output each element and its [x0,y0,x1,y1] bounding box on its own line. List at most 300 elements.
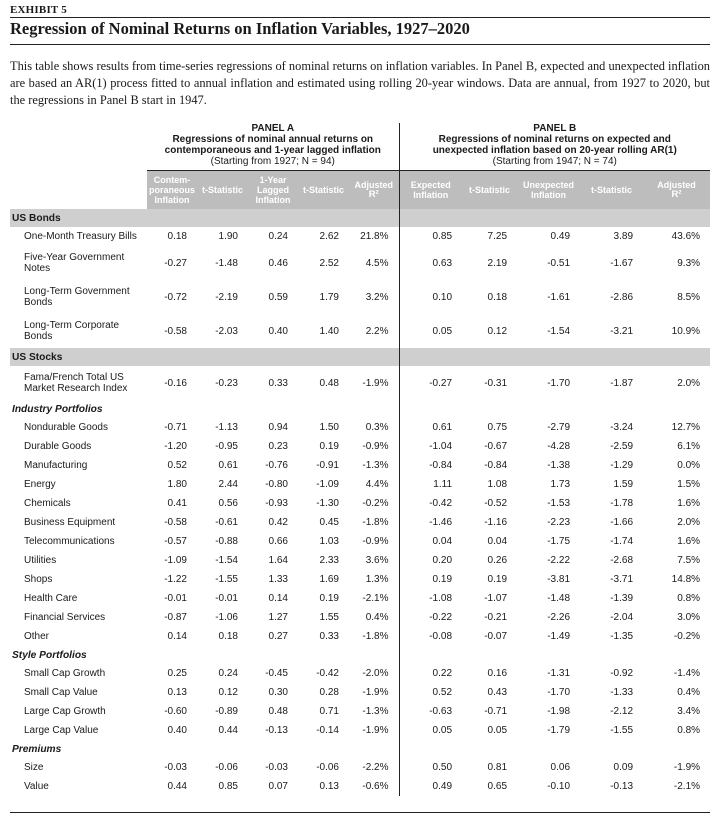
table-row [10,418,710,437]
section-header-cell [248,646,298,664]
table-cell: 1.27 [268,612,288,623]
table-cell: -2.03 [215,325,238,337]
panel-b-line2: unexpected inflation based on 20-year rolling AR(1) [432,145,677,156]
table-cell: -2.68 [610,555,634,566]
table-cell: -0.27 [399,366,462,400]
table-cell: 4.4% [365,479,389,490]
table-cell: -1.13 [215,422,238,433]
table-cell: -1.48 [215,257,238,269]
table-row [10,532,710,551]
table-cell: -0.16 [164,377,187,389]
table-cell: -1.46 [399,513,462,532]
table-cell: 8.5% [677,291,701,303]
section-header-cell [399,209,462,227]
row-label: Business Equipment [24,517,116,528]
section-header-cell [643,348,710,366]
title-rule [10,44,710,45]
table-cell: 0.19 [487,574,508,585]
table-cell: 0.09 [613,762,634,773]
table-row [10,664,710,683]
table-cell: 7.25 [487,231,508,242]
section-header-cell [643,646,710,664]
row-label: Other [24,631,50,642]
row-label: Manufacturing [24,460,88,471]
table-cell: -0.2% [362,498,389,509]
table-cell: 7.5% [677,555,701,566]
panel-header-row [10,123,710,171]
table-cell: -2.1% [362,593,389,604]
table-row [10,758,710,777]
table-cell: 1.33 [268,574,288,585]
table-cell: 9.3% [677,257,701,269]
table-cell: 10.9% [671,325,701,337]
table-cell: -0.84 [399,456,462,475]
table-cell: 0.42 [268,517,288,528]
section-header-cell [248,209,298,227]
table-cell: -0.2% [673,631,701,642]
table-cell: -2.1% [673,781,701,792]
table-cell: -1.31 [547,668,571,679]
table-cell: 3.6% [365,555,389,566]
table-cell: -1.4% [673,668,701,679]
table-cell: -3.81 [547,574,571,585]
row-label: Long-Term Corporate Bonds [24,320,120,342]
table-row [10,589,710,608]
table-cell: -0.06 [215,762,238,773]
table-row [10,280,710,314]
table-cell: 0.75 [487,422,508,433]
table-cell: 1.73 [550,479,571,490]
table-cell: -2.0% [362,668,389,679]
section-header-cell [248,400,298,418]
table-cell: 2.0% [677,377,701,389]
table-cell: 0.23 [268,441,288,452]
table-cell: -1.22 [164,574,187,585]
table-cell: 0.59 [268,291,288,303]
table-cell: 0.48 [268,706,288,717]
table-cell: 0.85 [399,227,462,246]
table-cell: 1.59 [613,479,634,490]
table-row [10,437,710,456]
section-header-cell [349,646,399,664]
row-label: One-Month Treasury Bills [24,231,137,242]
table-cell: -2.79 [547,422,571,433]
table-row [10,513,710,532]
panel-a-header [147,123,399,171]
table-row [10,494,710,513]
table-cell: 0.13 [167,687,187,698]
table-cell: -1.53 [547,498,571,509]
table-cell: 0.12 [218,687,238,698]
table-cell: -1.35 [610,631,634,642]
table-cell: -1.49 [547,631,571,642]
row-label: Large Cap Growth [24,706,106,717]
table-cell: 0.12 [487,325,508,337]
table-cell: -0.76 [265,460,288,471]
section-header-cell [399,646,462,664]
row-label: Nondurable Goods [24,422,108,433]
table-cell: 1.55 [319,612,339,623]
row-label: Shops [24,574,53,585]
table-cell: 0.14 [268,593,288,604]
table-cell: -0.84 [484,460,508,471]
section-header-cell [197,400,248,418]
table-cell: 0.19 [319,441,339,452]
table-cell: 1.40 [319,325,339,337]
table-cell: -3.21 [610,325,634,337]
row-label: Large Cap Value [24,725,99,736]
table-cell: 0.8% [677,725,701,736]
table-cell: -0.91 [316,460,339,471]
section-header-cell [462,646,517,664]
table-cell: 0.61 [399,418,462,437]
section-header-cell [298,400,349,418]
table-cell: -1.9% [362,687,389,698]
exhibit-description: This table shows results from time-series regressions of nominal returns on inflation variables. In Panel B, expected and unexpected inflation are based an AR(1) process fitted to annual inflation and estimated using rolling 20-year windows. Data are annual, from 1927 to 2020, but the regressions in Panel B start in 1947. [10,59,710,107]
table-cell: 0.24 [268,231,288,242]
section-header-cell [197,646,248,664]
table-cell: 0.04 [399,532,462,551]
section-header-cell [349,209,399,227]
section-header-cell [517,209,580,227]
table-cell: 0.46 [268,257,288,269]
section-header-cell [580,348,643,366]
table-cell: -1.09 [316,479,339,490]
table-cell: -0.01 [215,593,238,604]
table-cell: 0.52 [399,683,462,702]
table-cell: -1.70 [547,687,571,698]
table-cell: -0.06 [316,762,339,773]
table-cell: 0.26 [487,555,508,566]
table-cell: -1.33 [610,687,634,698]
table-cell: -1.3% [362,460,389,471]
table-row [10,608,710,627]
table-cell: -2.12 [610,706,634,717]
section-header-cell [298,740,349,758]
table-cell: 0.66 [268,536,288,547]
table-cell: -1.30 [316,498,339,509]
section-name: Industry Portfolios [12,403,103,415]
table-row [10,702,710,721]
table-cell: 4.5% [365,257,389,269]
table-row [10,475,710,494]
table-row [10,314,710,348]
section-header-cell [643,209,710,227]
panel-a-name: PANEL A [251,123,295,134]
table-cell: -1.8% [362,517,389,528]
row-label: Health Care [24,593,78,604]
table-cell: -0.27 [164,257,187,269]
table-cell: 0.61 [218,460,238,471]
table-cell: -1.54 [215,555,238,566]
table-cell: 0.45 [319,517,339,528]
section-name: Premiums [12,743,62,755]
row-label: Utilities [24,555,57,566]
table-cell: -0.08 [399,627,462,646]
table-cell: -0.07 [484,631,508,642]
bottom-rule [10,812,710,813]
column-header-row [10,171,710,210]
section-header-cell [197,740,248,758]
table-cell: 0.18 [218,631,238,642]
col-header-b-tstat-2: t-Statistic [580,171,643,210]
panel-a-line3: (Starting from 1927; N = 94) [210,156,335,167]
section-header-cell [248,740,298,758]
table-cell: 0.25 [167,668,187,679]
table-cell: -1.08 [399,589,462,608]
table-cell: -0.23 [215,377,238,389]
section-header-cell [517,740,580,758]
table-cell: -2.22 [547,555,571,566]
table-cell: 0.48 [319,377,339,389]
table-row [10,456,710,475]
section-header-cell [298,209,349,227]
table-cell: 0.20 [399,551,462,570]
table-cell: 0.28 [319,687,339,698]
table-cell: -1.39 [610,593,634,604]
table-cell: -0.13 [610,781,634,792]
row-label: Long-Term Government Bonds [24,286,130,308]
table-cell: -0.60 [164,706,187,717]
section-header [10,646,710,664]
regression-table [10,123,710,796]
table-cell: -1.9% [362,377,389,389]
row-label: Energy [24,479,56,490]
table-cell: -1.07 [484,593,508,604]
section-header-cell [580,740,643,758]
panel-b-header [399,123,710,171]
column-header-label-spacer [10,171,147,210]
table-cell: 0.04 [487,536,508,547]
table-cell: -2.86 [610,291,634,303]
table-cell: 0.10 [399,280,462,314]
table-cell: -2.04 [610,612,634,623]
section-header-cell [147,400,197,418]
table-cell: -0.51 [547,257,571,269]
table-cell: 0.56 [218,498,238,509]
table-cell: -0.10 [547,781,571,792]
table-cell: -1.55 [610,725,634,736]
table-cell: 0.52 [167,460,187,471]
table-cell: -0.14 [316,725,339,736]
table-cell: 0.65 [487,781,508,792]
row-label: Telecommunications [24,536,115,547]
section-header-cell [462,348,517,366]
section-header-cell [298,348,349,366]
table-cell: 2.19 [487,257,508,269]
table-cell: 0.40 [268,325,288,337]
section-header-cell [462,400,517,418]
section-header-cell [349,740,399,758]
table-cell: -1.61 [547,291,571,303]
table-cell: 0.18 [487,291,508,303]
table-cell: 0.49 [550,231,571,242]
table-cell: 3.0% [677,612,701,623]
table-cell: -0.87 [164,612,187,623]
table-cell: -1.9% [673,762,701,773]
table-cell: -0.58 [164,517,187,528]
section-header-cell [517,400,580,418]
panel-b-line3: (Starting from 1947; N = 74) [492,156,617,167]
table-cell: -1.04 [399,437,462,456]
table-cell: -0.01 [164,593,187,604]
table-cell: -1.70 [547,377,571,389]
table-cell: -1.09 [164,555,187,566]
col-header-contemporaneous-inflation: Contem- poraneous Inflation [147,171,197,210]
table-cell: -0.9% [362,536,389,547]
section-header-cell [462,209,517,227]
section-header-cell [197,348,248,366]
table-cell: 0.3% [365,422,389,433]
table-cell: -0.9% [362,441,389,452]
table-cell: 0.19 [319,593,339,604]
table-cell: 0.06 [550,762,571,773]
col-header-a-tstat-2: t-Statistic [298,171,349,210]
panel-a-line1: Regressions of nominal annual returns on [172,134,374,145]
table-cell: 1.08 [487,479,508,490]
table-cell: -1.3% [362,706,389,717]
row-label: Small Cap Value [24,687,98,698]
table-cell: 1.6% [677,498,701,509]
table-cell: -0.80 [265,479,288,490]
section-header-cell [248,348,298,366]
table-cell: -0.13 [265,725,288,736]
table-cell: -2.2% [362,762,389,773]
table-row [10,683,710,702]
panel-b-name: PANEL B [533,123,577,134]
table-cell: -1.55 [215,574,238,585]
row-label: Durable Goods [24,441,92,452]
table-cell: 1.90 [218,231,238,242]
table-cell: -3.24 [610,422,634,433]
table-cell: -0.03 [164,762,187,773]
row-label: Financial Services [24,612,106,623]
table-cell: 0.44 [218,725,238,736]
table-cell: 2.33 [319,555,339,566]
table-cell: 0.44 [167,781,187,792]
table-cell: 0.49 [399,777,462,796]
table-cell: -3.71 [610,574,634,585]
table-cell: -0.42 [399,494,462,513]
table-cell: -0.71 [164,422,187,433]
row-label: Chemicals [24,498,71,509]
table-cell: -0.45 [265,668,288,679]
table-cell: -0.92 [610,668,634,679]
table-cell: -0.42 [316,668,339,679]
table-cell: -0.89 [215,706,238,717]
table-cell: -0.03 [265,762,288,773]
section-header-cell [298,646,349,664]
table-cell: 0.40 [167,725,187,736]
top-rule [10,17,710,18]
table-cell: 0.24 [218,668,238,679]
table-cell: 0.81 [487,762,508,773]
table-cell: 0.8% [677,593,701,604]
section-header [10,400,710,418]
table-cell: 0.18 [167,231,187,242]
table-cell: 0.63 [399,246,462,280]
section-header [10,740,710,758]
table-cell: 1.79 [319,291,339,303]
table-cell: 0.33 [268,377,288,389]
table-cell: -1.16 [484,517,508,528]
col-header-b-adjusted-r2: Adjusted R² [643,171,710,210]
section-header-cell [580,646,643,664]
table-cell: -0.61 [215,517,238,528]
table-cell: 0.0% [677,460,701,471]
table-cell: -1.48 [547,593,571,604]
table-cell: -0.63 [399,702,462,721]
table-cell: 1.80 [167,479,187,490]
table-cell: 0.71 [319,706,339,717]
table-row [10,366,710,400]
section-header [10,209,710,227]
table-cell: 43.6% [671,231,701,242]
section-header-cell [643,740,710,758]
table-cell: 0.14 [167,631,187,642]
section-header-cell [580,400,643,418]
table-cell: -0.88 [215,536,238,547]
section-header-cell [399,740,462,758]
table-cell: 2.62 [319,231,339,242]
table-cell: 0.13 [319,781,339,792]
section-header-cell [399,400,462,418]
col-header-expected-inflation: Expected Inflation [399,171,462,210]
table-cell: -2.59 [610,441,634,452]
table-cell: 0.85 [218,781,238,792]
table-cell: 3.2% [365,291,389,303]
table-cell: 0.30 [268,687,288,698]
table-cell: 21.8% [360,231,389,242]
table-body [10,209,710,796]
table-cell: 0.94 [268,422,288,433]
exhibit-label: EXHIBIT 5 [10,4,67,16]
table-cell: 0.41 [167,498,187,509]
panel-b-line1: Regressions of nominal returns on expected and [438,134,671,145]
table-cell: 0.50 [399,758,462,777]
section-name: Style Portfolios [12,649,87,661]
table-row [10,227,710,246]
table-row [10,551,710,570]
table-cell: -1.66 [610,517,634,528]
table-cell: 1.5% [677,479,701,490]
table-cell: 0.05 [487,725,508,736]
table-cell: -1.8% [362,631,389,642]
row-label: Size [24,762,44,773]
table-cell: -1.54 [547,325,571,337]
table-cell: 0.33 [319,631,339,642]
table-cell: 0.16 [487,668,508,679]
section-header-cell [517,646,580,664]
table-cell: 3.89 [613,231,634,242]
table-cell: -0.6% [362,781,389,792]
panel-header-spacer [10,123,147,171]
table-cell: -0.22 [399,608,462,627]
table-cell: -1.9% [362,725,389,736]
table-cell: 2.52 [319,257,339,269]
section-header-cell [643,400,710,418]
table-cell: 1.3% [365,574,389,585]
table-cell: -0.58 [164,325,187,337]
table-cell: -0.72 [164,291,187,303]
table-cell: 0.22 [399,664,462,683]
row-label: Small Cap Growth [24,668,106,679]
table-cell: -2.23 [547,517,571,528]
panel-a-line2: contemporaneous and 1-year lagged inflation [164,145,381,156]
table-row [10,570,710,589]
table-cell: 1.50 [319,422,339,433]
table-cell: -1.78 [610,498,634,509]
